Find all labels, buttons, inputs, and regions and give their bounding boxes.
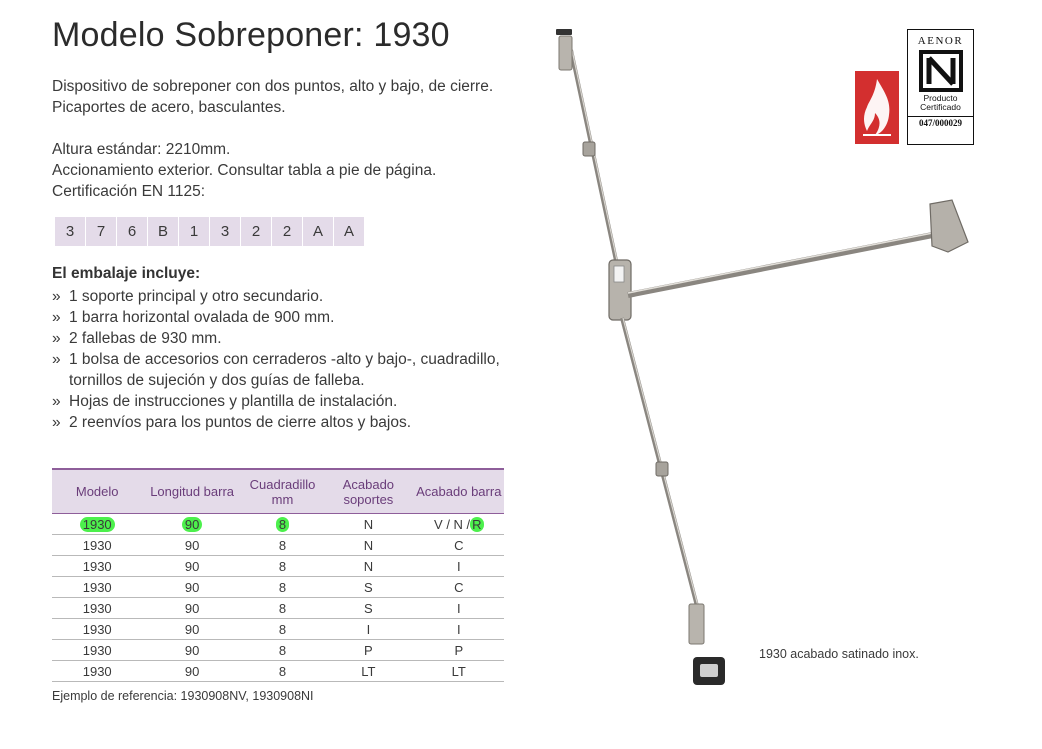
- highlight-mark: 8: [276, 517, 289, 532]
- table-cell: [52, 514, 142, 535]
- models-table: [52, 468, 504, 682]
- image-caption: 1930 acabado satinado inox.: [759, 647, 919, 661]
- table-cell: 90: [142, 640, 241, 661]
- table-cell: 8: [242, 619, 323, 640]
- column-header: Modelo: [52, 469, 142, 514]
- rod-guide: [583, 142, 595, 156]
- table-cell: 8: [242, 577, 323, 598]
- aenor-certification-badge: [907, 29, 974, 145]
- description-line: Picaportes de acero, basculantes.: [52, 99, 286, 116]
- bullet-mark: »: [52, 309, 61, 326]
- table-cell: I: [414, 556, 504, 577]
- code-box: 7: [86, 217, 116, 246]
- list-item: » 1 soporte principal y otro secundario.: [52, 288, 324, 305]
- packaging-list: [52, 286, 500, 433]
- table-cell: 8: [242, 661, 323, 682]
- spec-actuation: Accionamiento exterior. Consultar tabla a pie de página.: [52, 162, 437, 179]
- highlight-mark: 1930: [80, 517, 115, 532]
- column-header: Acabado soportes: [323, 469, 413, 514]
- packaging-title: El embalaje incluye:: [52, 265, 201, 282]
- specs: [52, 139, 436, 202]
- table-cell: I: [323, 619, 413, 640]
- table-cell: S: [323, 577, 413, 598]
- fire-certification-icon: [855, 71, 899, 144]
- table-cell: LT: [414, 661, 504, 682]
- bullet-mark: »: [52, 351, 61, 368]
- table-row: [52, 577, 504, 598]
- secondary-support: [930, 200, 968, 252]
- list-item: » 1 bolsa de accesorios con cerraderos -alto y bajo-, cuadradillo, tornillos de sujeción y dos guías de falleba.: [52, 351, 500, 389]
- table-row: [52, 640, 504, 661]
- table-cell: S: [323, 598, 413, 619]
- aenor-logo-icon: [919, 50, 963, 92]
- aenor-number: 047/000029: [908, 116, 973, 128]
- aenor-line2: Certificado: [920, 102, 961, 112]
- list-item: » 2 fallebas de 930 mm.: [52, 330, 222, 347]
- code-box: A: [334, 217, 364, 246]
- table-cell: 1930: [52, 535, 142, 556]
- table-cell: 90: [142, 619, 241, 640]
- table-cell: P: [323, 640, 413, 661]
- table-header-row: [52, 469, 504, 514]
- table-cell: 90: [142, 556, 241, 577]
- spec-height: Altura estándar: 2210mm.: [52, 141, 231, 158]
- table-cell: N: [323, 514, 413, 535]
- aenor-line1: Producto: [923, 93, 958, 103]
- table-row: [52, 661, 504, 682]
- bullet-mark: »: [52, 393, 61, 410]
- table-cell: N: [323, 556, 413, 577]
- table-cell: LT: [323, 661, 413, 682]
- description-line: Dispositivo de sobreponer con dos puntos, alto y bajo, de cierre.: [52, 78, 494, 95]
- upper-rod: [571, 50, 618, 270]
- table-cell: 90: [142, 535, 241, 556]
- cell-text: V / N /: [434, 516, 471, 532]
- table-cell: 90: [142, 598, 241, 619]
- code-box: A: [303, 217, 333, 246]
- table-cell: 1930: [52, 556, 142, 577]
- code-box: 6: [117, 217, 147, 246]
- highlight-mark: 90: [182, 517, 202, 532]
- description: [52, 76, 493, 118]
- table-cell: [414, 514, 504, 535]
- code-box: 1: [179, 217, 209, 246]
- table-cell: 8: [242, 556, 323, 577]
- aenor-brand: AENOR: [917, 35, 964, 47]
- table-cell: 8: [242, 640, 323, 661]
- page-title: Modelo Sobreponer: 1930: [52, 16, 450, 54]
- column-header: Longitud barra: [142, 469, 241, 514]
- reference-example: Ejemplo de referencia: 1930908NV, 1930908NI: [52, 689, 314, 703]
- table-row: [52, 535, 504, 556]
- code-box: B: [148, 217, 178, 246]
- certification-codes: [55, 217, 364, 246]
- push-bar: [628, 232, 948, 295]
- rod-guide: [656, 462, 668, 476]
- table-cell: P: [414, 640, 504, 661]
- table-cell: 1930: [52, 598, 142, 619]
- table-cell: 8: [242, 535, 323, 556]
- bullet-mark: »: [52, 330, 61, 347]
- table-cell: 1930: [52, 619, 142, 640]
- table-cell: 90: [142, 577, 241, 598]
- table-row: [52, 619, 504, 640]
- bottom-latch: [689, 604, 704, 644]
- table-row: [52, 598, 504, 619]
- list-item: » Hojas de instrucciones y plantilla de instalación.: [52, 393, 398, 410]
- spec-certification: Certificación EN 1125:: [52, 183, 206, 200]
- table-cell: [242, 514, 323, 535]
- table-cell: C: [414, 535, 504, 556]
- table-cell: 1930: [52, 661, 142, 682]
- column-header: Cuadradillo mm: [242, 469, 323, 514]
- code-box: 2: [272, 217, 302, 246]
- bullet-mark: »: [52, 288, 61, 305]
- table-cell: [142, 514, 241, 535]
- table-cell: 1930: [52, 640, 142, 661]
- list-item: » 2 reenvíos para los puntos de cierre altos y bajos.: [52, 414, 412, 431]
- column-header: Acabado barra: [414, 469, 504, 514]
- top-bolt-cap: [556, 29, 572, 35]
- table-cell: C: [414, 577, 504, 598]
- table-row: [52, 514, 504, 535]
- table-row: [52, 556, 504, 577]
- table-cell: N: [323, 535, 413, 556]
- bullet-mark: »: [52, 414, 61, 431]
- list-item: » 1 barra horizontal ovalada de 900 mm.: [52, 309, 335, 326]
- highlight-mark: R: [472, 516, 482, 532]
- code-box: 3: [210, 217, 240, 246]
- table-cell: 1930: [52, 577, 142, 598]
- table-cell: 8: [242, 598, 323, 619]
- table-cell: I: [414, 598, 504, 619]
- table-cell: I: [414, 619, 504, 640]
- code-box: 3: [55, 217, 85, 246]
- code-box: 2: [241, 217, 271, 246]
- table-cell: 90: [142, 661, 241, 682]
- top-latch: [559, 36, 572, 70]
